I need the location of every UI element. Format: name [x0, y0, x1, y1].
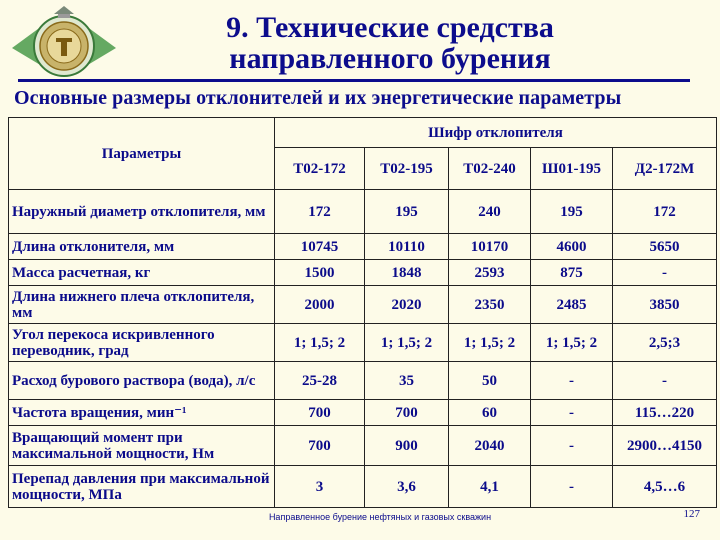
- cell-value: 10745: [275, 234, 365, 260]
- cell-value: 900: [365, 426, 449, 466]
- cell-value: 2485: [531, 286, 613, 324]
- cell-value: 240: [449, 190, 531, 234]
- cell-value: 35: [365, 362, 449, 400]
- table-row: [9, 234, 717, 260]
- cell-value: 1500: [275, 260, 365, 286]
- cell-value: 700: [275, 400, 365, 426]
- cell-value: 1; 1,5; 2: [275, 324, 365, 362]
- cell-value: 3850: [613, 286, 717, 324]
- table-row: [9, 466, 717, 508]
- cell-value: 50: [449, 362, 531, 400]
- code-column-header: Шифр отклопителя: [275, 118, 717, 148]
- cell-value: 2,5;3: [613, 324, 717, 362]
- cell-value: -: [531, 400, 613, 426]
- cell-value: 172: [613, 190, 717, 234]
- row-label: Расход бурового раствора (вода), л/с: [9, 362, 275, 400]
- cell-value: 2900…4150: [613, 426, 717, 466]
- cell-value: 4,1: [449, 466, 531, 508]
- row-label: Частота вращения, мин⁻¹: [9, 400, 275, 426]
- row-label: Наружный диаметр отклопителя, мм: [9, 190, 275, 234]
- title-line-1: 9. Технические средства: [226, 11, 554, 44]
- table-header-row: [9, 118, 717, 148]
- cell-value: -: [531, 466, 613, 508]
- deflector-parameters-table: [8, 117, 717, 508]
- row-label: Угол перекоса искривленного переводник, град: [9, 324, 275, 362]
- footer-caption: Направленное бурение нефтяных и газовых скважин: [268, 512, 492, 522]
- row-label: Масса расчетная, кг: [9, 260, 275, 286]
- row-label: Длина отклонителя, мм: [9, 234, 275, 260]
- cell-value: 2020: [365, 286, 449, 324]
- cell-value: 3,6: [365, 466, 449, 508]
- cell-value: 700: [365, 400, 449, 426]
- cell-value: 2593: [449, 260, 531, 286]
- row-label: Вращающий момент при максимальной мощности, Нм: [9, 426, 275, 466]
- row-label: Длина нижнего плеча отклопителя, мм: [9, 286, 275, 324]
- params-column-header: Параметры: [9, 118, 275, 190]
- cell-value: 4,5…6: [613, 466, 717, 508]
- table-row: [9, 286, 717, 324]
- cell-value: 700: [275, 426, 365, 466]
- cell-value: 172: [275, 190, 365, 234]
- cell-value: 195: [531, 190, 613, 234]
- page-number: 127: [683, 508, 700, 520]
- cell-value: -: [531, 362, 613, 400]
- cell-value: 115…220: [613, 400, 717, 426]
- table-body: [9, 190, 717, 508]
- table-row: [9, 324, 717, 362]
- cell-value: 2040: [449, 426, 531, 466]
- cell-value: -: [613, 260, 717, 286]
- cell-value: 10110: [365, 234, 449, 260]
- slide-title: [130, 12, 650, 74]
- cell-value: -: [531, 426, 613, 466]
- cell-value: 195: [365, 190, 449, 234]
- model-header: Т02-172: [275, 148, 365, 190]
- table-row: [9, 400, 717, 426]
- table-row: [9, 260, 717, 286]
- cell-value: 5650: [613, 234, 717, 260]
- cell-value: 4600: [531, 234, 613, 260]
- model-header: Д2-172М: [613, 148, 717, 190]
- cell-value: 3: [275, 466, 365, 508]
- model-header: Т02-240: [449, 148, 531, 190]
- title-line-2: направленного бурения: [229, 42, 551, 75]
- cell-value: -: [613, 362, 717, 400]
- table-row: [9, 426, 717, 466]
- row-label: Перепад давления при максимальной мощности, МПа: [9, 466, 275, 508]
- cell-value: 2350: [449, 286, 531, 324]
- cell-value: 1848: [365, 260, 449, 286]
- cell-value: 875: [531, 260, 613, 286]
- cell-value: 1; 1,5; 2: [449, 324, 531, 362]
- model-header: Т02-195: [365, 148, 449, 190]
- title-underline: [18, 79, 690, 82]
- cell-value: 25-28: [275, 362, 365, 400]
- cell-value: 2000: [275, 286, 365, 324]
- cell-value: 1; 1,5; 2: [365, 324, 449, 362]
- slide-subtitle: Основные размеры отклонителей и их энергетические параметры: [14, 87, 622, 109]
- cell-value: 10170: [449, 234, 531, 260]
- model-header: Ш01-195: [531, 148, 613, 190]
- table-row: [9, 190, 717, 234]
- cell-value: 60: [449, 400, 531, 426]
- table-row: [9, 362, 717, 400]
- cell-value: 1; 1,5; 2: [531, 324, 613, 362]
- university-emblem-logo: [8, 2, 120, 86]
